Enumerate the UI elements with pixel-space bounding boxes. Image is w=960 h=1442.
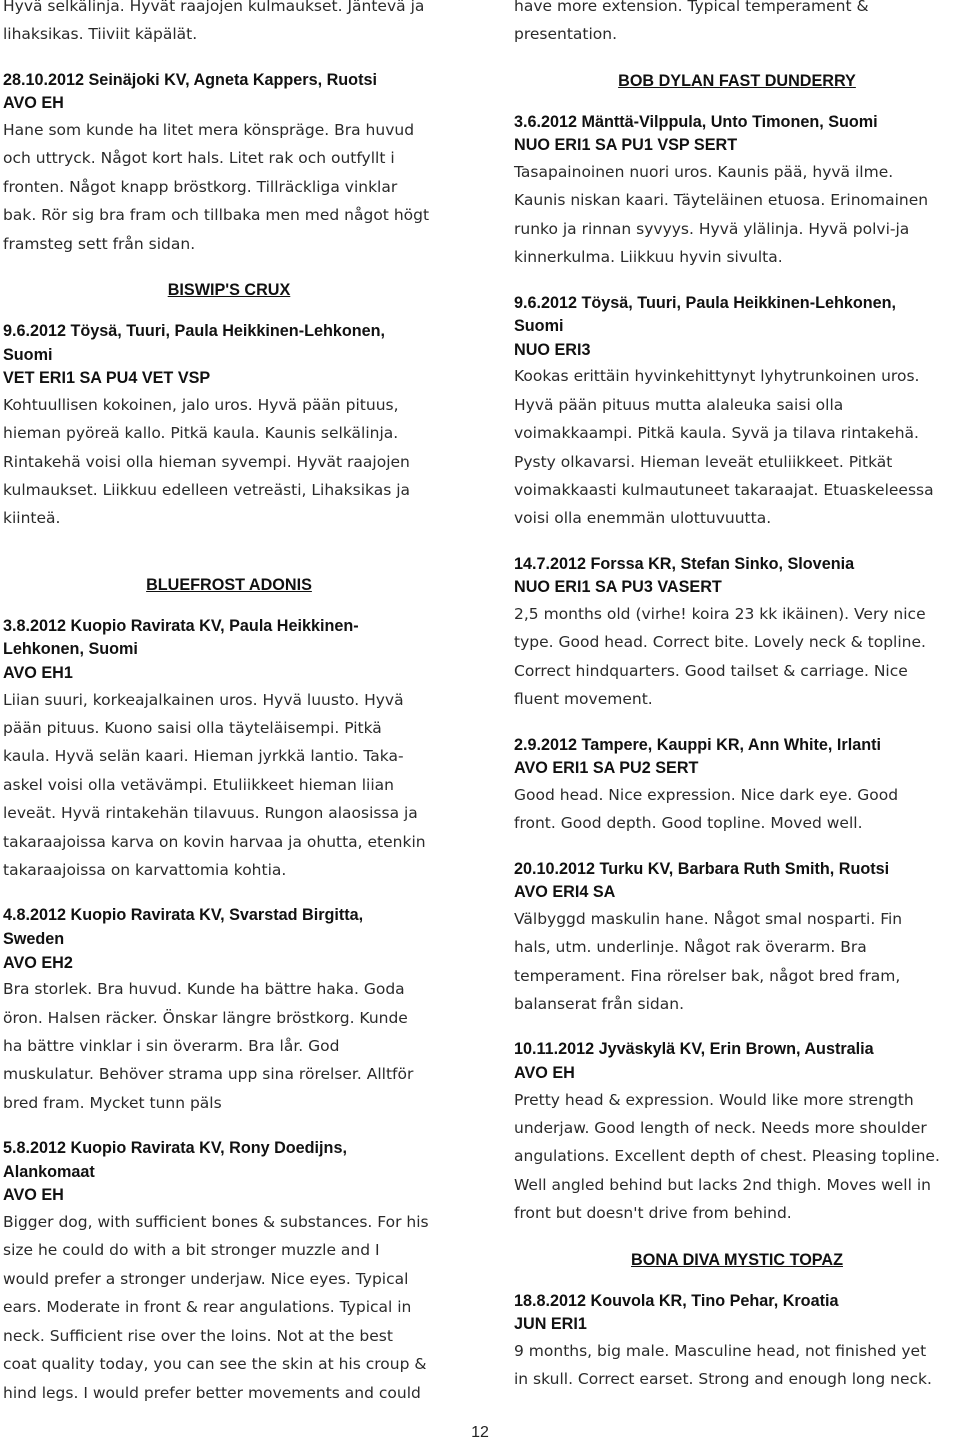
show-entry xyxy=(514,1038,960,1227)
lead-paragraph xyxy=(514,0,960,49)
text-line: 9 months, big male. Masculine head, not finished yet xyxy=(514,1341,927,1360)
left-column xyxy=(3,0,455,1427)
dog-name-heading: BISWIP'S CRUX xyxy=(167,281,291,300)
text-line: Kookas erittäin hyvinkehittynyt lyhytrunkoinen uros. xyxy=(514,367,920,386)
text-line: Rintakehä voisi olla hieman syvempi. Hyvät raajojen xyxy=(3,452,410,471)
text-line: Pretty head & expression. Would like more strength xyxy=(514,1090,914,1109)
entry-award: NUO ERI1 SA PU3 VASERT xyxy=(514,578,722,597)
show-entry xyxy=(3,904,455,1117)
entry-award: VET ERI1 SA PU4 VET VSP xyxy=(3,369,211,388)
entry-heading: Lehkonen, Suomi xyxy=(3,640,138,659)
entry-award: AVO EH xyxy=(514,1064,575,1083)
text-line: voimakkaasti kulmautuneet takaraajat. Etuaskeleessa xyxy=(514,481,934,500)
text-line: framsteg sett från sidan. xyxy=(3,234,196,253)
right-column xyxy=(514,0,960,1414)
text-line: voisi olla enemmän ulottuvuutta. xyxy=(514,509,772,528)
text-line: Well angled behind but lacks 2nd thigh. Moves well in xyxy=(514,1175,931,1194)
text-line: Hane som kunde ha litet mera könspräge. Bra huvud xyxy=(3,121,415,139)
text-line: ha bättre vinklar i sin överarm. Bra lår. God xyxy=(3,1037,340,1056)
entry-heading: Sweden xyxy=(3,930,65,949)
text-line: type. Good head. Correct bite. Lovely neck & topline. xyxy=(514,633,926,652)
show-entry xyxy=(514,858,960,1019)
entry-award: JUN ERI1 xyxy=(514,1315,587,1334)
text-line: runko ja rinnan syvyys. Hyvä ylälinja. Hyvä polvi-ja xyxy=(514,219,910,238)
entry-heading: 28.10.2012 Seinäjoki KV, Agneta Kappers, Ruotsi xyxy=(3,70,377,89)
text-line: askel voisi olla vetävämpi. Etuliikkeet hieman liian xyxy=(3,775,394,794)
text-line: Good head. Nice expression. Nice dark eye. Good xyxy=(514,785,899,804)
entry-heading: 9.6.2012 Töysä, Tuuri, Paula Heikkinen-Lehkonen, xyxy=(514,293,897,312)
text-line: balanserat från sidan. xyxy=(514,995,685,1014)
page-number: 12 xyxy=(471,1424,489,1441)
text-line: kinnerkulma. Liikkuu hyvin sivulta. xyxy=(514,248,783,267)
entry-heading: 4.8.2012 Kuopio Ravirata KV, Svarstad Birgitta, xyxy=(3,906,364,925)
text-line: bak. Rör sig bra fram och tillbaka men med något högt xyxy=(3,206,430,225)
text-line: kulmaukset. Liikkuu edelleen vetreästi, Lihaksikas ja xyxy=(3,481,411,500)
dog-name-heading: BOB DYLAN FAST DUNDERRY xyxy=(618,71,856,90)
text-line: bred fram. Mycket tunn päls xyxy=(3,1093,222,1112)
text-line: Kohtuullisen kokoinen, jalo uros. Hyvä pään pituus, xyxy=(3,395,399,414)
entry-award: AVO EH1 xyxy=(3,664,73,683)
text-line: och uttryck. Något kort hals. Litet rak och outfyllt i xyxy=(3,149,395,168)
dog-name-heading: BLUEFROST ADONIS xyxy=(146,575,312,594)
entry-heading: Suomi xyxy=(3,345,53,364)
text-line: front. Good depth. Good topline. Moved well. xyxy=(514,814,863,833)
text-line: hind legs. I would prefer better movements and could xyxy=(3,1383,421,1402)
text-line: size he could do with a bit stronger muzzle and I xyxy=(3,1241,380,1260)
text-line: coat quality today, you can see the skin at his croup & xyxy=(3,1355,427,1374)
show-entry xyxy=(514,292,960,533)
entry-award: AVO EH2 xyxy=(3,953,73,972)
text-line: öron. Halsen räcker. Önskar längre bröstkorg. Kunde xyxy=(3,1008,408,1027)
show-entry xyxy=(3,69,455,258)
show-entry xyxy=(3,320,455,533)
text-line: fluent movement. xyxy=(514,690,653,709)
entry-heading: 2.9.2012 Tampere, Kauppi KR, Ann White, Irlanti xyxy=(514,735,881,754)
text-line: hals, utm. underlinje. Något rak överarm. Bra xyxy=(514,938,867,957)
text-line: Kaunis niskan kaari. Täyteläinen etuosa. Erinomainen xyxy=(514,191,929,210)
text-line: lihaksikas. Tiiviit käpälät. xyxy=(3,25,198,44)
text-line: fronten. Något knapp bröstkorg. Tillräckliga vinklar xyxy=(3,177,398,196)
text-line: angulations. Excellent depth of chest. Pleasing topline. xyxy=(514,1147,940,1166)
text-line: hieman pyöreä kallo. Pitkä kaula. Kaunis selkälinja. xyxy=(3,424,399,443)
text-line: presentation. xyxy=(514,25,618,44)
entry-heading: 3.8.2012 Kuopio Ravirata KV, Paula Heikkinen- xyxy=(3,616,359,635)
entry-heading: 20.10.2012 Turku KV, Barbara Ruth Smith, Ruotsi xyxy=(514,859,890,878)
text-line: temperament. Fina rörelser bak, något bred fram, xyxy=(514,966,901,985)
entry-award: AVO EH xyxy=(3,94,64,113)
text-line: takaraajoissa karva on kovin harvaa ja ohutta, etenkin xyxy=(3,832,426,851)
entry-award: AVO ERI1 SA PU2 SERT xyxy=(514,759,699,778)
text-line: Bigger dog, with sufficient bones & substances. For his xyxy=(3,1213,429,1232)
entry-heading: 10.11.2012 Jyväskylä KV, Erin Brown, Australia xyxy=(514,1040,874,1059)
show-entry xyxy=(514,111,960,272)
entry-heading: 18.8.2012 Kouvola KR, Tino Pehar, Kroatia xyxy=(514,1291,839,1310)
lead-paragraph xyxy=(3,0,455,49)
text-line: Tasapainoinen nuori uros. Kaunis pää, hyvä ilme. xyxy=(514,163,894,181)
entry-award: AVO EH xyxy=(3,1186,64,1205)
entry-heading: 14.7.2012 Forssa KR, Stefan Sinko, Slovenia xyxy=(514,554,855,573)
entry-heading: 5.8.2012 Kuopio Ravirata KV, Rony Doedijns, xyxy=(3,1139,347,1158)
dog-name-heading: BONA DIVA MYSTIC TOPAZ xyxy=(631,1250,843,1269)
text-line: kaula. Hyvä selän kaari. Hieman jyrkkä lantio. Taka- xyxy=(3,747,404,766)
show-entry xyxy=(514,734,960,838)
text-line: in skull. Correct earset. Strong and enough long neck. xyxy=(514,1370,932,1389)
text-line: muskulatur. Behöver strama upp sina rörelser. Alltför xyxy=(3,1065,414,1084)
entry-heading: Suomi xyxy=(514,317,564,336)
text-line: have more extension. Typical temperament & xyxy=(514,0,869,15)
show-entry xyxy=(514,553,960,714)
text-line: underjaw. Good length of neck. Needs more shoulder xyxy=(514,1119,927,1138)
entry-award: NUO ERI3 xyxy=(514,340,591,359)
text-line: Välbyggd maskulin hane. Något smal nosparti. Fin xyxy=(514,909,903,928)
entry-award: NUO ERI1 SA PU1 VSP SERT xyxy=(514,136,738,155)
text-line: front but doesn't drive from behind. xyxy=(514,1204,792,1223)
text-line: ears. Moderate in front & rear angulations. Typical in xyxy=(3,1298,412,1317)
text-line: kiinteä. xyxy=(3,509,61,528)
text-line: pään pituus. Kuono saisi olla täyteläisempi. Pitkä xyxy=(3,719,382,738)
text-line: Hyvä selkälinja. Hyvät raajojen kulmaukset. Jäntevä ja xyxy=(3,0,425,15)
text-line: Hyvä pään pituus mutta alaleuka saisi olla xyxy=(514,395,844,414)
entry-heading: Alankomaat xyxy=(3,1162,95,1181)
text-line: would prefer a stronger underjaw. Nice eyes. Typical xyxy=(3,1269,409,1288)
entry-heading: 9.6.2012 Töysä, Tuuri, Paula Heikkinen-Lehkonen, xyxy=(3,322,386,341)
entry-award: AVO ERI4 SA xyxy=(514,883,616,902)
show-entry xyxy=(514,1290,960,1394)
text-line: voimakkaampi. Pitkä kaula. Syvä ja tilava rintakehä. xyxy=(514,424,919,443)
text-line: neck. Sufficient rise over the loins. Not at the best xyxy=(3,1326,393,1345)
text-line: Liian suuri, korkeajalkainen uros. Hyvä luusto. Hyvä xyxy=(3,690,404,709)
text-line: takaraajoissa on karvattomia kohtia. xyxy=(3,861,287,880)
text-line: Bra storlek. Bra huvud. Kunde ha bättre haka. Goda xyxy=(3,980,405,999)
show-entry xyxy=(3,615,455,885)
text-line: Correct hindquarters. Good tailset & carriage. Nice xyxy=(514,661,908,680)
show-entry xyxy=(3,1137,455,1407)
text-line: Pysty olkavarsi. Hieman leveät etuliikkeet. Pitkät xyxy=(514,452,893,471)
text-line: 2,5 months old (virhe! koira 23 kk ikäinen). Very nice xyxy=(514,605,926,624)
entry-heading: 3.6.2012 Mänttä-Vilppula, Unto Timonen, Suomi xyxy=(514,112,878,131)
text-line: leveät. Hyvä rintakehän tilavuus. Rungon alaosissa ja xyxy=(3,804,418,823)
